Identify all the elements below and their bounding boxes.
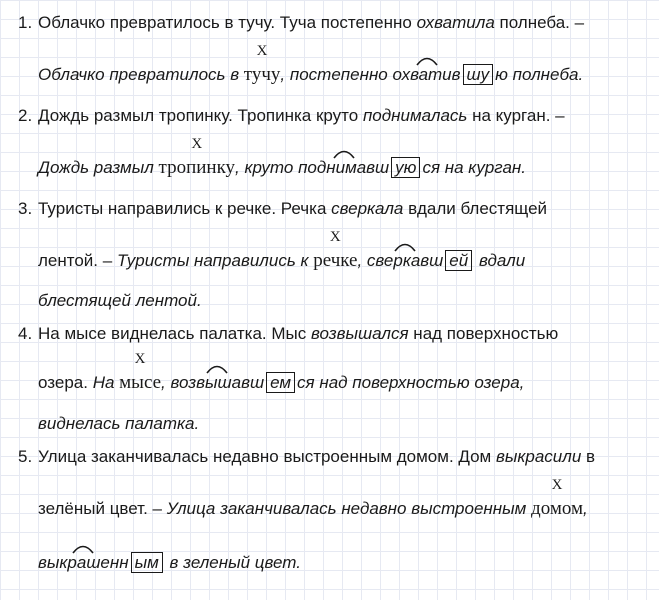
answer-text: ся на курган. [422,158,527,177]
item-5-answer [38,477,588,520]
item-4-sentence [18,323,558,345]
item-1-answer [38,43,584,86]
noun-marked [243,43,281,86]
answer-text: ся над поверхностью озера, [297,373,525,392]
root-text: сверкавш [366,251,444,270]
answer-text: Облачко превратилось в [38,65,244,84]
highlighted-verb: возвышался [310,324,409,343]
sentence-text: Туристы направились к речке. Речка [38,199,332,218]
x-mark: X [256,43,268,59]
root-with-arc [392,64,460,86]
noun-marked [119,351,162,394]
answer-text: На [92,373,120,392]
sentence-text: озера. [38,373,93,392]
noun-text: домом [531,498,584,519]
item-4-answer [38,351,525,394]
noun-text: тропинку [158,157,236,178]
sentence-text: зелёный цвет. – [38,499,167,518]
sentence-text: лентой. – [38,251,117,270]
item-2-answer [38,136,527,179]
item-3-answer [38,229,526,272]
answer-text: , [161,373,171,392]
suffix-box: ем [266,372,295,393]
suffix-box: ым [131,552,163,573]
root-with-arc [367,250,443,272]
sentence-text: над поверхностью [408,324,559,343]
answer-text: Улица заканчивалась недавно выстроенным [166,499,532,518]
item-5-answer-cont [38,552,301,574]
root-with-arc [38,552,129,574]
root-arc-icon [394,240,416,252]
root-with-arc [171,372,265,394]
item-number: 2. [18,106,33,125]
item-1-sentence [18,12,584,34]
highlighted-verb: выкрасили [495,447,582,466]
item-5-sentence [18,446,595,468]
answer-text: , постепенно [280,65,393,84]
answer-text: , [583,499,588,518]
noun-marked [313,229,358,272]
highlighted-verb: поднималась [362,106,468,125]
suffix-box: шу [463,64,494,85]
noun-marked [531,477,584,520]
answer-text: блестящей лентой. [38,291,202,310]
answer-text: ю полнеба. [495,65,584,84]
highlighted-verb: охватила [416,13,495,32]
answer-text: , [357,251,367,270]
answer-text: Туристы направились к [116,251,314,270]
sentence-text: в [581,447,596,466]
x-mark: X [551,477,563,493]
answer-text: в зеленый цвет. [164,553,301,572]
item-3-sentence [18,198,547,220]
root-text: охватив [392,65,461,84]
sentence-text: на курган. – [467,106,565,125]
sentence-text: Облачко превратилось в тучу. Туча постепенно [38,13,417,32]
root-arc-icon [66,542,100,554]
x-mark: X [329,229,341,245]
answer-text: виднелась палатка. [38,414,200,433]
root-text: возвышавш [170,373,265,392]
item-number: 4. [18,324,33,343]
item-4-answer-cont [38,413,199,435]
item-number: 1. [18,13,33,32]
highlighted-verb: сверкала [331,199,404,218]
sentence-text: На мысе виднелась палатка. Мыс [38,324,311,343]
noun-text: речке [313,250,358,271]
item-number: 3. [18,199,33,218]
root-arc-icon [333,147,355,159]
answer-text: вдали [474,251,526,270]
x-mark: X [134,351,146,367]
sentence-text: Дождь размыл тропинку. Тропинка круто [38,106,363,125]
sentence-text: вдали блестящей [403,199,548,218]
suffix-box: ую [391,157,420,178]
noun-text: мысе [119,372,162,393]
root-arc-icon [416,54,438,66]
x-mark: X [191,136,203,152]
sentence-text: Улица заканчивалась недавно выстроенным домом. Дом [38,447,496,466]
root-arc-icon [206,362,228,374]
item-3-answer-cont [38,290,202,312]
noun-marked [158,136,236,179]
item-number: 5. [18,447,33,466]
root-text: выкрашенн [38,553,129,572]
root-with-arc [298,157,389,179]
answer-text: , круто [235,158,299,177]
suffix-box: ей [445,250,472,271]
answer-text: Дождь размыл [38,158,159,177]
sentence-text: полнеба. – [494,13,585,32]
noun-text: тучу [243,64,281,85]
item-2-sentence [18,105,565,127]
root-text: поднимавш [298,158,390,177]
